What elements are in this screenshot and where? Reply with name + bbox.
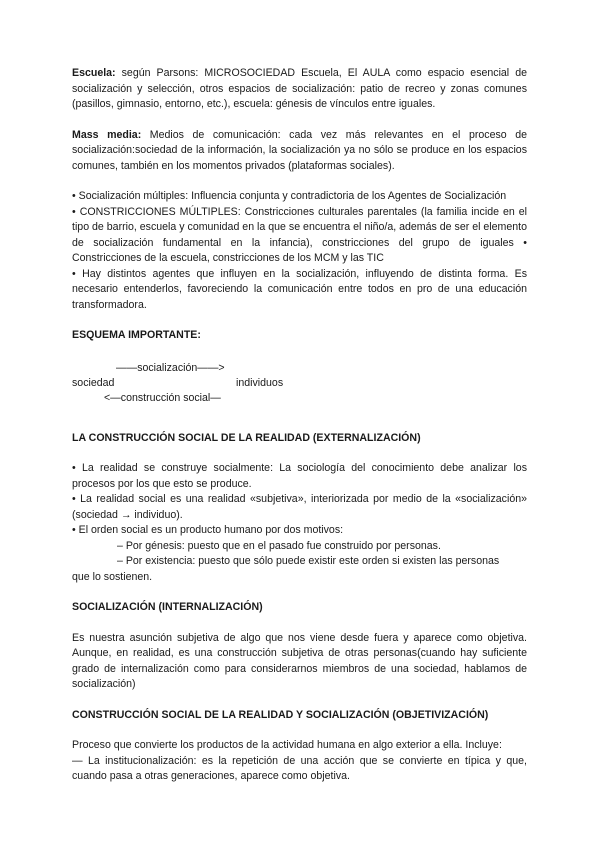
escuela-paragraph [72,66,527,113]
construccion-item-3: • El orden social es un producto humano por dos motivos: [72,524,344,536]
arrow-socializacion: ——socialización——> [116,361,225,374]
mass-media-paragraph [72,128,527,175]
escuela-label: Escuela: [72,67,116,79]
objetivacion-heading: CONSTRUCCIÓN SOCIAL DE LA REALIDAD Y SOCIALIZACIÓN (OBJETIVIZACIÓN) [72,708,489,721]
objetivacion-line-1: Proceso que convierte los productos de la actividad humana en algo exterior a ella. Incluye: [72,739,502,751]
document-page [72,66,527,785]
construccion-item-2: • La realidad social es una realidad «subjetiva», interiorizada por medio de la «socialización» (sociedad → individuo). [72,493,527,521]
construccion-sub-genesis: – Por génesis: puesto que en el pasado fue construido por personas. [117,539,441,552]
construccion-item-1: • La realidad se construye socialmente: La sociología del conocimiento debe analizar los procesos por los que esto se produce. [72,462,527,490]
esquema-diagram [72,359,527,407]
bullet-socializacion-multiples: • Socialización múltiples: Influencia conjunta y contradictoria de los Agentes de Socialización [72,190,507,202]
socializacion-heading: SOCIALIZACIÓN (INTERNALIZACIÓN) [72,601,263,613]
construccion-heading: LA CONSTRUCCIÓN SOCIAL DE LA REALIDAD (EXTERNALIZACIÓN) [72,431,421,444]
construccion-sub-existencia-cont: que lo sostienen. [72,570,153,583]
objetivacion-line-2: — La institucionalización: es la repetición de una acción que se convierte en típica y que, cuando pasa a otras generaciones, aparece como objetiva. [72,754,527,782]
diagram-individuos: individuos [236,376,284,389]
socializacion-text: Es nuestra asunción subjetiva de algo que nos viene desde fuera y aparece como objetiva. Aunque, en realidad, es una construcción subjetiva de otras personas(cuando hay suficiente grado de internalización como para considerarnos miembros de una sociedad, hablamos de socialización) [72,631,527,690]
bullet-agentes: • Hay distintos agentes que influyen en la socialización, influyendo de distinta forma. Es necesario entenderlos, favoreciendo la comunicación entre todos en pro de una educación transformadora. [72,267,527,311]
esquema-heading: ESQUEMA IMPORTANTE: [72,329,201,341]
mass-media-label: Mass media: [72,128,142,141]
escuela-text: según Parsons: MICROSOCIEDAD Escuela, El AULA como espacio esencial de socialización y selección, otros espacios de socialización: patio de recreo y zonas comunes (pasillos, gimnasio, entorno, etc.), escuela: génesis de vínculos entre iguales. [72,67,527,110]
construccion-sub-existencia: – Por existencia: puesto que sólo puede existir este orden si existen las personas [117,555,500,567]
diagram-sociedad: sociedad [72,376,115,389]
arrow-construccion-social: <—construcción social— [104,391,221,404]
mass-media-text: Medios de comunicación: cada vez más relevantes en el proceso de socialización:sociedad de la información, la socialización ya no sólo se produce en los espacios comunes, también en los momentos privados (plataformas sociales). [72,128,527,172]
bullet-constricciones: • CONSTRICCIONES MÚLTIPLES: Constricciones culturales parentales (la familia incide en el tipo de barrio, escuela y comunidad en la que se encuentra el niño/a, además de ser el elemento de socialización fundamental en la infancia), constricciones del grupo de iguales • Constricciones de la escuela, constricciones de los MCM y las TIC [72,205,527,264]
